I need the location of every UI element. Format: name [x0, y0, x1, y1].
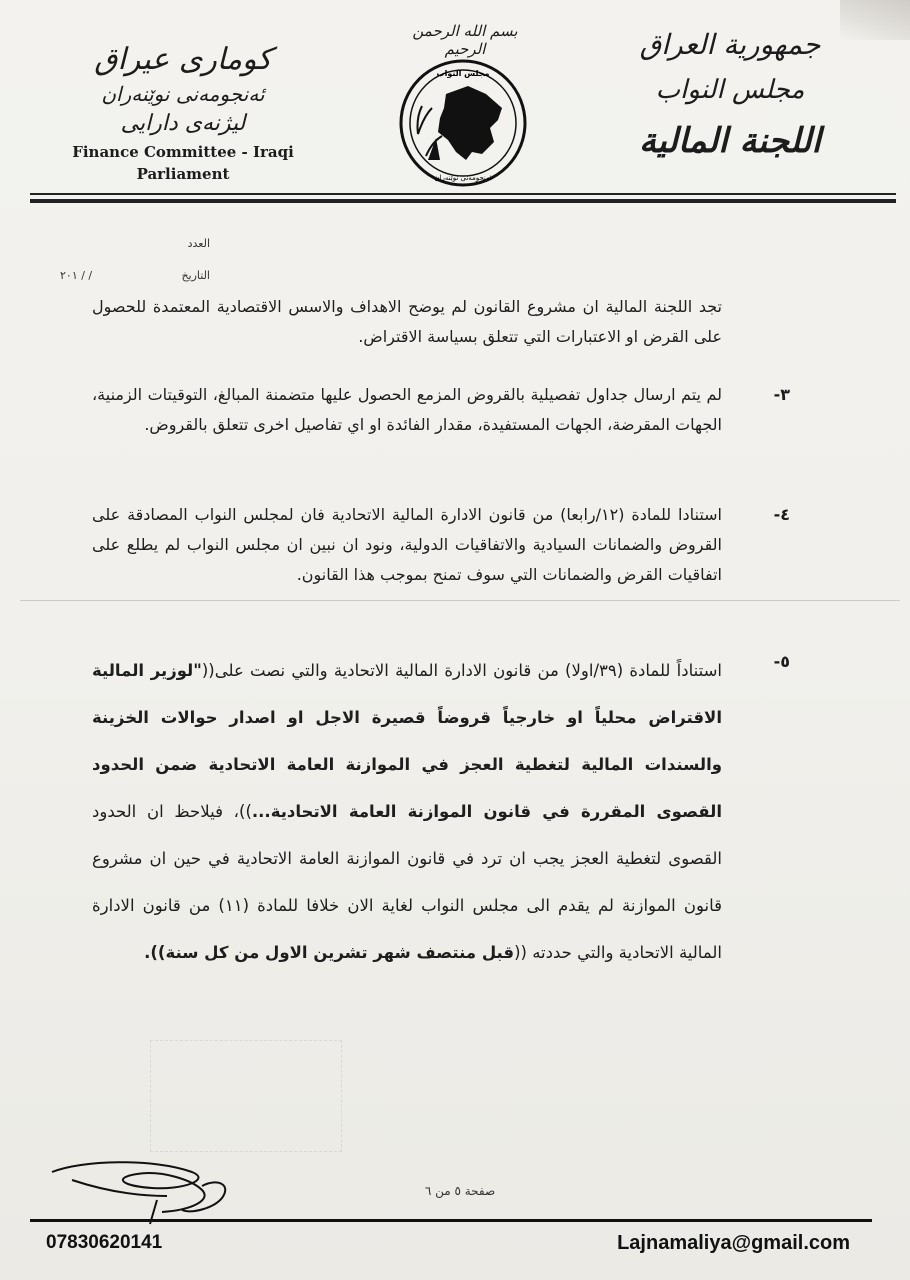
footer-phone: 07830620141 — [46, 1232, 163, 1253]
letterhead-kurdish-line1: کوماری عیراق — [94, 42, 272, 77]
letterhead-kurdish-line3: لیژنەی دارایی — [120, 111, 246, 136]
letterhead-kurdish-line2: ئەنجومەنی نوێنەران — [101, 82, 265, 106]
fold-line — [20, 600, 900, 601]
letterhead-english-line2: Parliament — [136, 165, 230, 183]
item-text: لم يتم ارسال جداول تفصيلية بالقروض المزمع الحصول عليها متضمنة المبالغ، التوقيتات الزمنية، الجهات المقرضة، الجهات المستفيدة، مقدار الفائدة او اي تفاصيل اخرى تتعلق بالقروض. — [92, 385, 722, 434]
letterhead-arabic-line1: جمهورية العراق — [639, 28, 821, 61]
reference-block — [60, 228, 210, 292]
basmala: بسم الله الرحمن الرحيم — [412, 22, 518, 58]
footer-rule — [30, 1219, 872, 1222]
letterhead-left — [58, 40, 308, 184]
letterhead-english-line1: Finance Committee - Iraqi — [72, 143, 294, 161]
signature-icon — [42, 1150, 252, 1225]
item-text: استنادا للمادة (١٢/رابعا) من قانون الادارة المالية الاتحادية فان لمجلس النواب المصادقة على القروض والضمانات السيادية والاتفاقيات الدولية، ونود ان نبين ان مجلس النواب لم يطلع على اتفاقيات القرض والضمانات التي سوف تمنح بموجب هذا القانون. — [92, 505, 722, 584]
letterhead-right — [610, 22, 850, 170]
header-rule-thin — [30, 193, 896, 195]
intro-paragraph: تجد اللجنة المالية ان مشروع القانون لم يوضح الاهداف والاسس الاقتصادية المعتمدة للحصول على القرض او الاعتبارات التي تتعلق بسياسة الاقتراض. — [92, 297, 722, 346]
faint-stamp-area — [150, 1040, 342, 1152]
header-rule-thick — [30, 199, 896, 203]
seal-bottom-text: ئەنجومەنی نوێنەران — [434, 174, 492, 182]
parliament-seal-icon — [398, 56, 528, 190]
page-number: صفحة ٥ من ٦ — [424, 1184, 496, 1198]
date-value: / / ٢٠١ — [60, 269, 93, 282]
page-corner-shadow — [840, 0, 910, 40]
item5-text-end: )). — [144, 943, 166, 962]
item5-text-part2: ))، فيلاحظ ان الحدود القصوى لتغطية العجز يجب ان ترد في قانون الموازنة العامة الاتحادية في حين ان مشروع قانون الموازنة لم يقدم الى مجلس النواب لغاية الان خلافا للمادة (١١) من قانون الادارة المالية الاتحادية والتي حددته (( — [92, 802, 722, 962]
item-text — [92, 647, 722, 976]
item-number: ٣- — [773, 385, 790, 404]
date-label: التاريخ — [181, 269, 210, 282]
item-number: ٤- — [773, 505, 790, 524]
list-item — [92, 500, 790, 590]
list-item — [92, 380, 790, 440]
footer-email: Lajnamaliya@gmail.com — [617, 1232, 850, 1254]
item5-quoted-article: "لوزير المالية الاقتراض محلياً او خارجياً قروضاً قصيرة الاجل او اصدار حوالات الخزينة والسندات المالية لتغطية العجز في الموازنة العامة الاتحادية ضمن الحدود القصوى المقررة في قانون الموازنة العامة الاتحادية... — [92, 661, 722, 821]
item5-text-part1: استناداً للمادة (٣٩/اولا) من قانون الادارة المالية الاتحادية والتي نصت على(( — [201, 661, 722, 680]
number-label: العدد — [187, 237, 210, 250]
item5-quoted-deadline: قبل منتصف شهر تشرين الاول من كل سنة — [165, 943, 515, 962]
list-item — [92, 647, 790, 976]
letterhead-arabic-line2: مجلس النواب — [655, 75, 805, 105]
item-number: ٥- — [773, 652, 790, 671]
seal-top-text: مجلس النواب — [436, 69, 490, 78]
letterhead-arabic-line3: اللجنة المالية — [638, 121, 821, 161]
